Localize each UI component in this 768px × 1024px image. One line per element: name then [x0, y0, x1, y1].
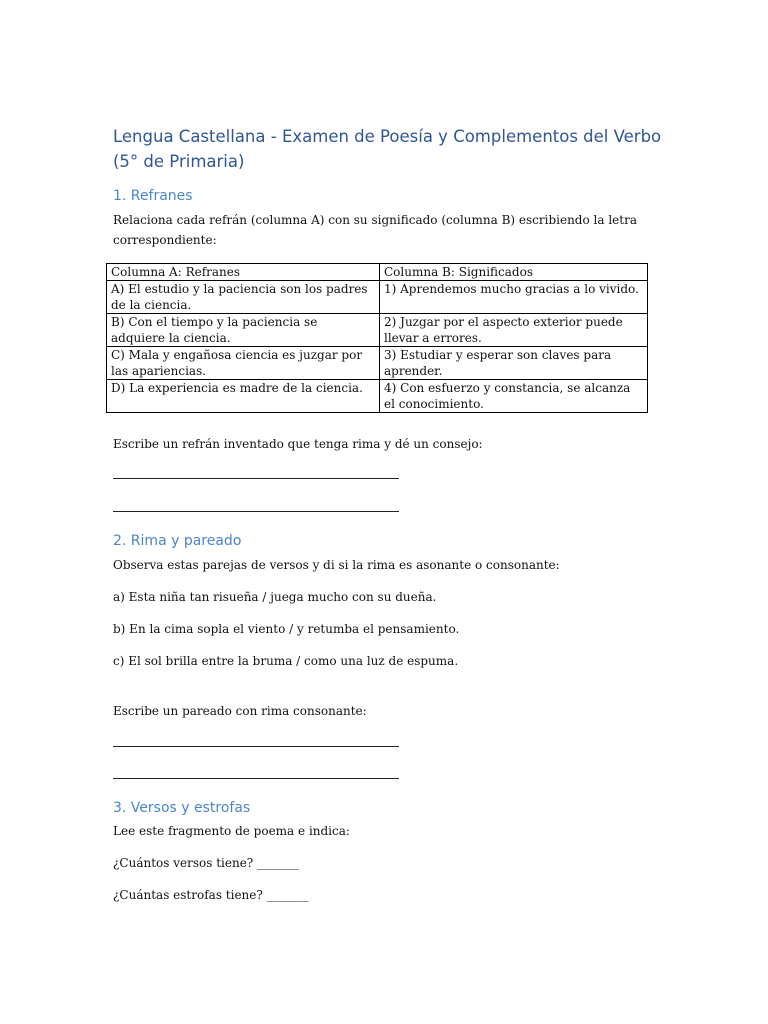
- section-instruction: Observa estas parejas de versos y di si la rima es asonante o consonante:: [113, 558, 560, 572]
- section-heading-rima: 2. Rima y pareado: [113, 533, 242, 549]
- question-versos: ¿Cuántos versos tiene? _______: [113, 856, 300, 870]
- answer-line[interactable]: [113, 746, 399, 747]
- table-row: [107, 314, 648, 347]
- section-heading-refranes: 1. Refranes: [113, 188, 193, 204]
- answer-line[interactable]: [113, 478, 399, 479]
- answer-line[interactable]: [113, 511, 399, 512]
- table-header-row: [107, 264, 648, 281]
- answer-line[interactable]: [113, 778, 399, 779]
- refranes-table: [106, 263, 648, 413]
- pareado-prompt: Escribe un pareado con rima consonante:: [113, 704, 367, 718]
- table-row: [107, 380, 648, 413]
- table-cell: C) Mala y engañosa ciencia es juzgar por las apariencias.: [107, 347, 380, 380]
- table-row: [107, 281, 648, 314]
- table-cell: 3) Estudiar y esperar son claves para aprender.: [380, 347, 648, 380]
- section-instruction: Lee este fragmento de poema e indica:: [113, 824, 350, 838]
- table-cell: A) El estudio y la paciencia son los padres de la ciencia.: [107, 281, 380, 314]
- table-cell: 4) Con esfuerzo y constancia, se alcanza el conocimiento.: [380, 380, 648, 413]
- table-header-cell: Columna A: Refranes: [107, 264, 380, 281]
- table-cell: 1) Aprendemos mucho gracias a lo vivido.: [380, 281, 648, 314]
- table-cell: 2) Juzgar por el aspecto exterior puede llevar a errores.: [380, 314, 648, 347]
- verse-item: a) Esta niña tan risueña / juega mucho con su dueña.: [113, 590, 437, 604]
- verse-item: c) El sol brilla entre la bruma / como una luz de espuma.: [113, 654, 459, 668]
- question-estrofas: ¿Cuántas estrofas tiene? _______: [113, 888, 309, 902]
- refran-prompt: Escribe un refrán inventado que tenga rima y dé un consejo:: [113, 437, 483, 451]
- verse-item: b) En la cima sopla el viento / y retumba el pensamiento.: [113, 622, 460, 636]
- page-title: Lengua Castellana - Examen de Poesía y Complementos del Verbo (5° de Primaria): [113, 127, 662, 171]
- section-instruction: Relaciona cada refrán (columna A) con su significado (columna B) escribiendo la letra correspondiente:: [113, 213, 637, 247]
- table-cell: D) La experiencia es madre de la ciencia.: [107, 380, 380, 413]
- table-cell: B) Con el tiempo y la paciencia se adquiere la ciencia.: [107, 314, 380, 347]
- section-heading-versos: 3. Versos y estrofas: [113, 800, 251, 816]
- table-row: [107, 347, 648, 380]
- table-header-cell: Columna B: Significados: [380, 264, 648, 281]
